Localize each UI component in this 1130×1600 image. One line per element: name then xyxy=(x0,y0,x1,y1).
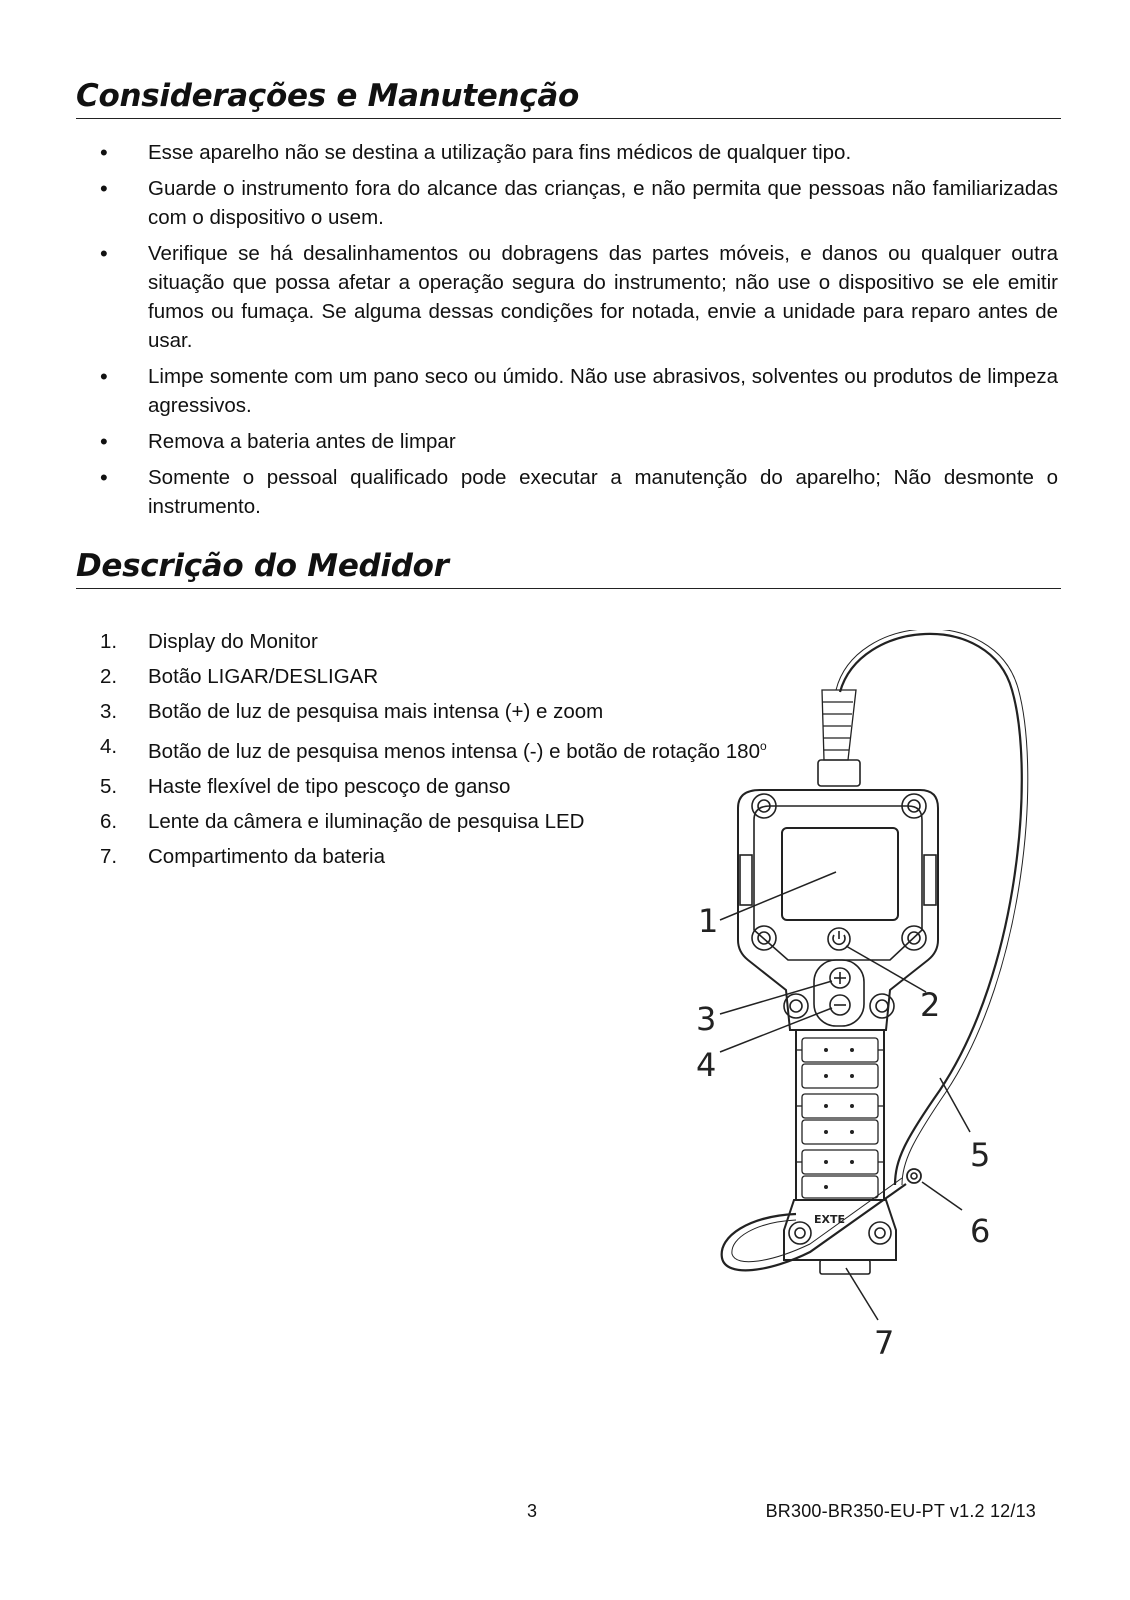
list-item: 2. Botão LIGAR/DESLIGAR xyxy=(100,665,379,688)
list-item: • Esse aparelho não se destina a utilização para fins médicos de qualquer tipo. xyxy=(0,138,1130,167)
callout-3: 3 xyxy=(696,1000,717,1038)
list-item: 7. Compartimento da bateria xyxy=(100,844,386,868)
list-item: 4. Botão de luz de pesquisa menos intensa (-) e botão de rotação 180$^o$ xyxy=(100,735,767,763)
meter-parts-list xyxy=(0,624,767,874)
page-number: 3 xyxy=(527,1501,538,1521)
list-item: 3. Botão de luz de pesquisa mais intensa (+) e zoom xyxy=(100,700,604,723)
borescope-diagram xyxy=(690,630,1070,1400)
list-item: 5. Haste flexível de tipo pescoço de ganso xyxy=(100,774,511,798)
callout-1: 1 xyxy=(698,902,719,940)
list-item: 6. Lente da câmera e iluminação de pesquisa LED xyxy=(100,809,585,833)
callout-2: 2 xyxy=(920,986,941,1024)
callout-6: 6 xyxy=(970,1212,991,1250)
list-item: • Remova a bateria antes de limpar xyxy=(0,427,1130,456)
list-item: • Limpe somente com um pano seco ou úmido. Não use abrasivos, solventes ou produtos de limpeza agressivos. xyxy=(0,362,1130,420)
list-item: • Guarde o instrumento fora do alcance das crianças, e não permita que pessoas não familiarizadas com o dispositivo o usem. xyxy=(0,174,1130,232)
brand-logo-text: EXTE xyxy=(814,1213,846,1226)
list-item: 1. Display do Monitor xyxy=(100,630,318,653)
callout-4: 4 xyxy=(696,1046,717,1084)
document-reference: BR300-BR350-EU-PT v1.2 12/13 xyxy=(765,1501,1036,1521)
callout-5: 5 xyxy=(970,1136,991,1174)
degree-mark: o xyxy=(760,739,767,753)
callout-7: 7 xyxy=(874,1324,895,1362)
considerations-list xyxy=(0,138,1130,528)
section-title-meter-description: Descrição do Medidor xyxy=(76,548,1061,589)
list-item: • Somente o pessoal qualificado pode executar a manutenção do aparelho; Não desmonte o instrumento. xyxy=(0,463,1130,521)
section-title-considerations: Considerações e Manutenção xyxy=(76,78,1061,119)
list-item: • Verifique se há desalinhamentos ou dobragens das partes móveis, e danos ou qualquer outra situação que possa afetar a operação segura do instrumento; não use o dispositivo se ele emitir fumos ou fumaça. Se alguma dessas condições for notada, envie a unidade para reparo antes de usar. xyxy=(0,239,1130,355)
